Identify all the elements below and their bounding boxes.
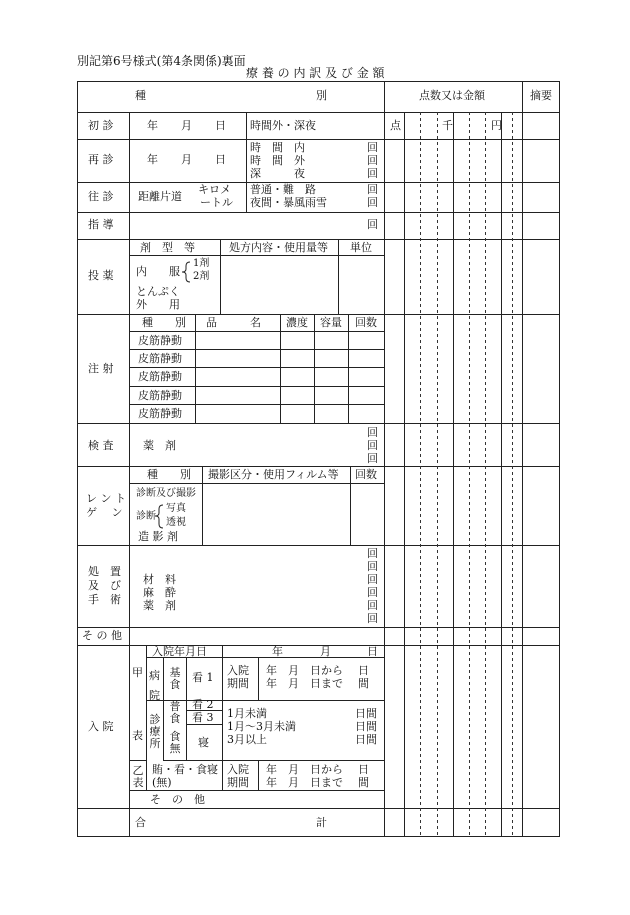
nyuin-kihon: 基食: [169, 666, 181, 691]
chusha-row-1: 皮筋静動: [138, 334, 182, 347]
col-remarks: 摘要: [530, 89, 552, 102]
kensa-unit-3: 回: [367, 452, 378, 465]
chusha-label: 注 射: [88, 362, 114, 375]
nyuin-period-2b: 期間: [227, 776, 249, 789]
nyuin-duration-3: 3月以上: [227, 733, 267, 746]
saishin-row-1: 時 間 内: [250, 141, 305, 154]
form-id: 別記第6号様式(第4条関係)裏面: [77, 54, 246, 68]
saishin-month: 月: [181, 153, 192, 166]
nyuin-otsu-text-1: 賄・看・食寝: [152, 763, 218, 776]
nyuin-period-1a: 入院: [227, 664, 249, 677]
touyaku-gaiyou: 外 用: [136, 298, 180, 311]
col-kind-b: 別: [316, 89, 327, 102]
saishin-unit-2: 回: [367, 154, 378, 167]
nyuin-shokumu: 食無: [169, 730, 181, 755]
rentogen-row-2b: 写真: [166, 503, 186, 514]
touyaku-naifuku: 内 服: [136, 265, 180, 278]
oushin-km-2: ートル: [200, 196, 233, 209]
nyuin-kan-3: 看 3: [192, 711, 214, 724]
nyuin-duration-1: 1月未満: [227, 707, 267, 720]
chusha-header-5: 回数: [355, 316, 377, 329]
nyuin-nichi-1: 日: [358, 664, 369, 677]
nyuin-admit-date: 入院年月日: [152, 645, 207, 658]
touyaku-zai-1: 1剤: [193, 258, 210, 269]
nyuin-otsu: 乙表: [132, 764, 144, 789]
nyuin-label: 入 院: [88, 720, 114, 733]
nyuin-shin: 寝: [198, 736, 209, 749]
oushin-km-1: キロメ: [198, 183, 231, 196]
kensa-unit-2: 回: [367, 439, 378, 452]
touyaku-label: 投 薬: [88, 269, 114, 282]
chusha-row-5: 皮筋静動: [138, 407, 182, 420]
shoshin-label: 初 診: [88, 119, 114, 132]
chusha-row-4: 皮筋静動: [138, 389, 182, 402]
col-amount: 点数又は金額: [419, 89, 485, 102]
rentogen-header-3: 回数: [355, 468, 377, 481]
rentogen-label-2: ゲ ン: [86, 506, 123, 519]
shochi-unit-2: 回: [367, 560, 378, 573]
oushin-row-1: 普通・難 路: [250, 183, 316, 196]
kensa-label: 検 査: [88, 439, 114, 452]
saishin-year: 年: [147, 153, 158, 166]
nyuin-period-1b: 期間: [227, 677, 249, 690]
nyuin-otsu-text-2: (無): [152, 776, 172, 789]
oushin-label: 往 診: [88, 190, 114, 203]
unit-ten: 点: [390, 119, 401, 132]
nyuin-to-2: 年 月 日まで: [266, 776, 343, 789]
saishin-unit-3: 回: [367, 167, 378, 180]
touyaku-header-3: 単位: [350, 241, 372, 254]
col-kind-a: 種: [135, 89, 146, 102]
touyaku-header-1: 剤 型 等: [140, 241, 195, 254]
shidou-unit: 回: [367, 218, 378, 231]
total-b: 計: [316, 816, 327, 829]
shochi-unit-5: 回: [367, 599, 378, 612]
chusha-row-3: 皮筋静動: [138, 370, 182, 383]
chusha-header-4: 容量: [320, 316, 342, 329]
rentogen-row-1: 診断及び撮影: [136, 488, 196, 499]
nyuin-admit-year: 年: [272, 645, 283, 658]
nyuin-nichikan-2: 日間: [355, 720, 377, 733]
saishin-row-2: 時 間 外: [250, 154, 305, 167]
touyaku-zai-2: 2剤: [193, 271, 210, 282]
nyuin-shinryojo: 診療所: [149, 713, 161, 750]
oushin-distance: 距離片道: [138, 190, 182, 203]
nyuin-kan-label-1: 間: [358, 677, 369, 690]
shochi-label-2: 及 び: [88, 579, 121, 592]
shochi-unit-1: 回: [367, 547, 378, 560]
saishin-day: 日: [215, 153, 226, 166]
nyuin-nichikan-1: 日間: [355, 707, 377, 720]
rentogen-header-2: 撮影区分・使用フィルム等: [208, 468, 339, 481]
nyuin-period-2a: 入院: [227, 763, 249, 776]
chusha-header-3: 濃度: [286, 316, 308, 329]
saishin-label: 再 診: [88, 153, 114, 166]
nyuin-byo: 病: [149, 669, 160, 682]
oushin-unit-2: 回: [367, 196, 378, 209]
shochi-unit-3: 回: [367, 573, 378, 586]
rentogen-row-2a: 診断: [136, 511, 156, 522]
saishin-row-3: 深 夜: [250, 167, 305, 180]
shoshin-month: 月: [181, 119, 192, 132]
chusha-header-1: 種 別: [142, 316, 186, 329]
touyaku-tonpuku: とんぷく: [136, 285, 180, 298]
kensa-yakuzai: 薬 剤: [143, 439, 176, 452]
unit-sen: 千: [442, 119, 453, 132]
shochi-item-2: 麻 酔: [143, 586, 176, 599]
nyuin-kan-label-2: 間: [358, 776, 369, 789]
touyaku-header-2: 処方内容・使用量等: [229, 241, 328, 254]
rentogen-label-1: レ ン ト: [86, 492, 126, 505]
form-title: 療 養 の 内 訳 及 び 金 額: [246, 66, 385, 80]
nyuin-kan-2: 看 2: [192, 698, 214, 711]
nyuin-kan-1: 看 1: [192, 671, 214, 684]
nyuin-nichikan-3: 日間: [355, 733, 377, 746]
oushin-row-2: 夜間・暴風雨雪: [250, 196, 327, 209]
kensa-unit-1: 回: [367, 426, 378, 439]
unit-en: 円: [491, 119, 502, 132]
total-a: 合: [135, 816, 146, 829]
rentogen-header-1: 種 別: [147, 468, 191, 481]
shochi-unit-6: 回: [367, 612, 378, 625]
nyuin-ko: 甲: [132, 666, 143, 679]
oushin-unit-1: 回: [367, 183, 378, 196]
nyuin-duration-2: 1月～3月未満: [227, 720, 296, 733]
shidou-label: 指 導: [88, 218, 114, 231]
nyuin-to-1: 年 月 日まで: [266, 677, 343, 690]
shoshin-day: 日: [215, 119, 226, 132]
nyuin-futsu: 普食: [169, 700, 181, 725]
nyuin-admit-month: 月: [320, 645, 331, 658]
shoshin-note: 時間外・深夜: [250, 119, 316, 132]
saishin-unit-1: 回: [367, 141, 378, 154]
sonota-label: そ の 他: [82, 629, 122, 642]
shochi-unit-4: 回: [367, 586, 378, 599]
nyuin-hyo: 表: [132, 729, 143, 742]
nyuin-from-2: 年 月 日から: [266, 763, 343, 776]
nyuin-other: そ の 他: [150, 793, 205, 806]
nyuin-from-1: 年 月 日から: [266, 664, 343, 677]
shochi-label-3: 手 術: [88, 593, 121, 606]
shochi-item-1: 材 料: [143, 573, 176, 586]
shoshin-year: 年: [147, 119, 158, 132]
chusha-row-2: 皮筋静動: [138, 352, 182, 365]
rentogen-row-3: 造 影 剤: [138, 530, 178, 543]
nyuin-nichi-2: 日: [358, 763, 369, 776]
shochi-label-1: 処 置: [88, 565, 121, 578]
chusha-header-2: 品 名: [206, 316, 261, 329]
shochi-item-3: 薬 剤: [143, 599, 176, 612]
rentogen-row-2c: 透視: [166, 517, 186, 528]
nyuin-in: 院: [149, 689, 160, 702]
nyuin-admit-day: 日: [367, 645, 378, 658]
